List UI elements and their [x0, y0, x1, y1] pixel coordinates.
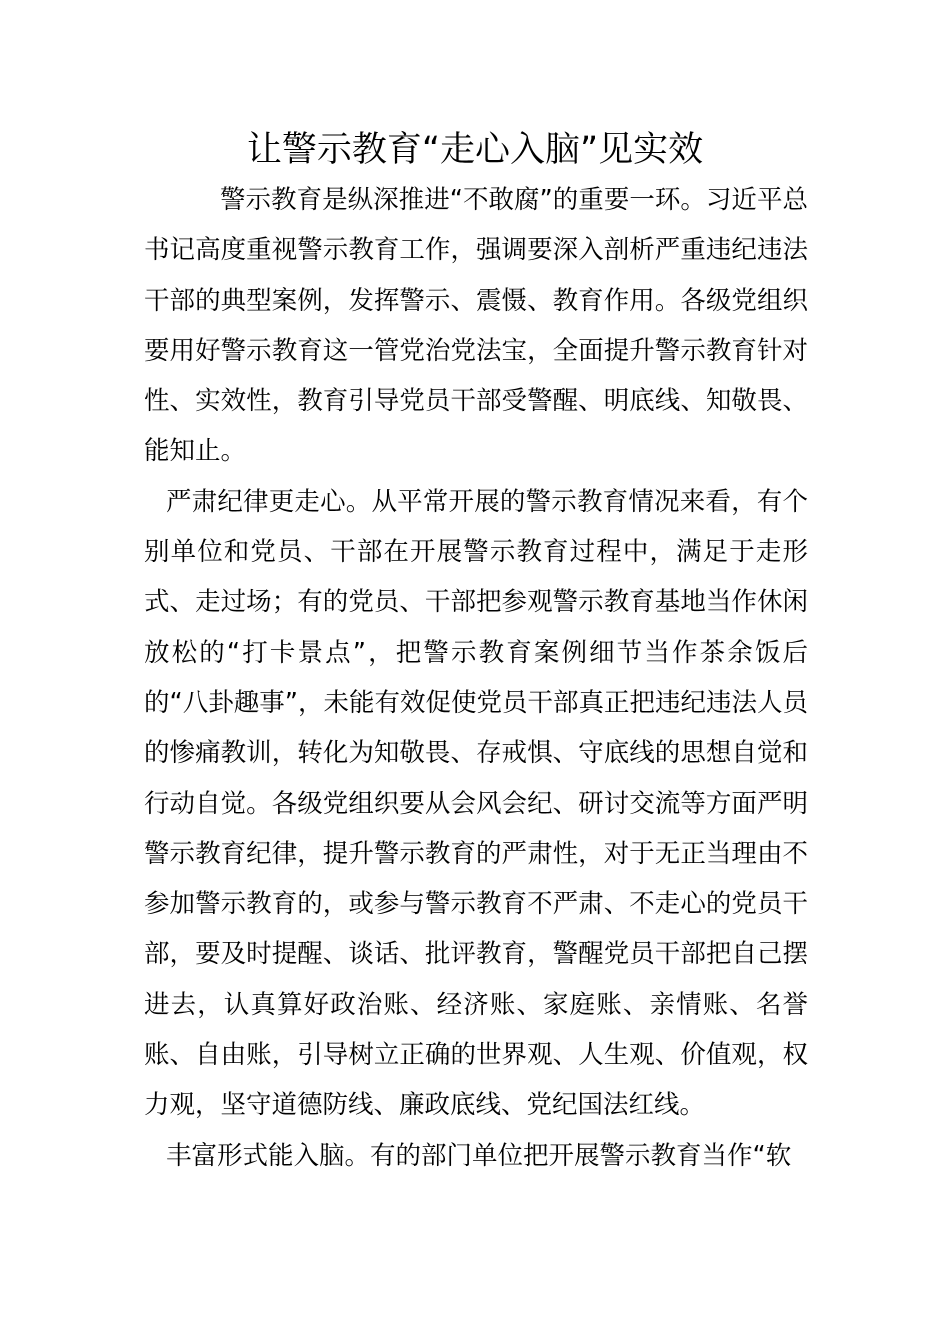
document-title: 让警示教育“走心入脑”见实效	[246, 130, 704, 170]
paragraph-intro: 警示教育是纵深推进“不敢腐”的重要一环。习近平总书记高度重视警示教育工作，强调要深入剖析严重违纪违法干部的典型案例，发挥警示、震慑、教育作用。各级党组织要用好警示教育这一管党治党法宝，全面提升警示教育针对性、实效性，教育引导党员干部受警醒、明底线、知敬畏、能知止。	[144, 185, 808, 467]
paragraph-forms: 丰富形式能入脑。有的部门单位把开展警示教育当作“软	[166, 1140, 792, 1171]
paragraph-discipline: 严肃纪律更走心。从平常开展的警示教育情况来看，有个别单位和党员、干部在开展警示教育过程中，满足于走形式、走过场；有的党员、干部把参观警示教育基地当作休闲放松的“打卡景点”，把警示教育案例细节当作茶余饭后的“八卦趣事”，未能有效促使党员干部真正把违纪违法人员的惨痛教训，转化为知敬畏、存戒惧、守底线的思想自觉和行动自觉。各级党组织要从会风会纪、研讨交流等方面严明警示教育纪律，提升警示教育的严肃性，对于无正当理由不参加警示教育的，或参与警示教育不严肃、不走心的党员干部，要及时提醒、谈话、批评教育，警醒党员干部把自己摆进去，认真算好政治账、经济账、家庭账、亲情账、名誉账、自由账，引导树立正确的世界观、人生观、价值观，权力观，坚守道德防线、廉政底线、党纪国法红线。	[144, 486, 808, 1121]
document-body	[144, 175, 808, 1181]
